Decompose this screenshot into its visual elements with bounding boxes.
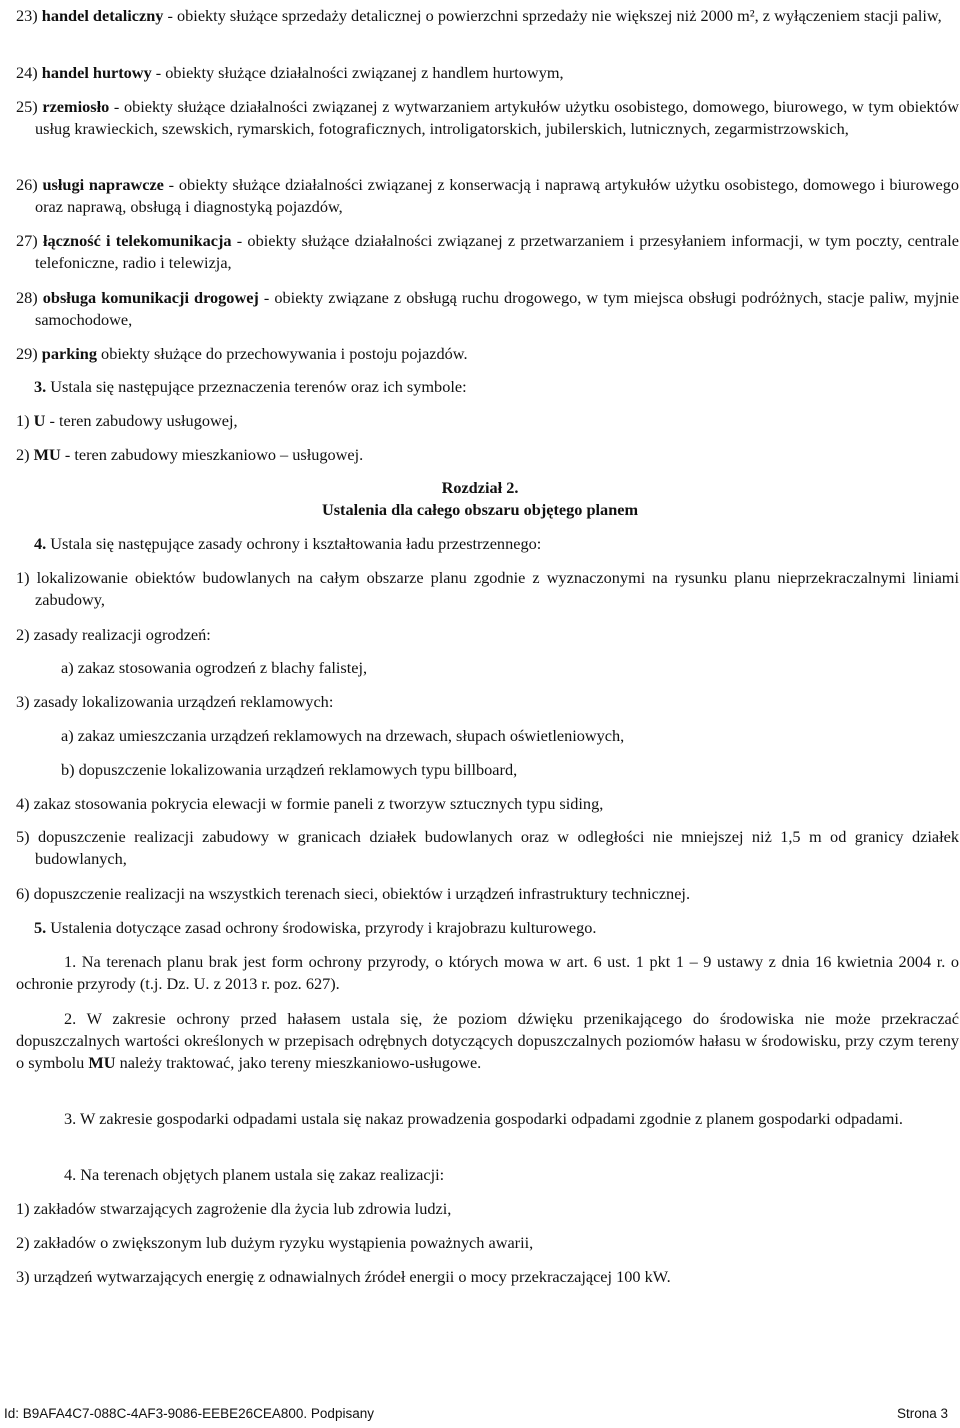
par4-item-3: 3) zasady lokalizowania urządzeń reklamowych:: [16, 692, 334, 711]
paragraph-3: 3. Ustala się następujące przeznaczenia terenów oraz ich symbole:: [34, 377, 467, 396]
paragraph-4: 4. Ustala się następujące zasady ochrony i kształtowania ładu przestrzennego:: [34, 534, 542, 553]
par4-item-3b: b) dopuszczenie lokalizowania urządzeń reklamowych typu billboard,: [61, 760, 518, 779]
par5-point-4: 4. Na terenach objętych planem ustala się zakaz realizacji:: [64, 1165, 445, 1184]
par5-point-4-item-1: 1) zakładów stwarzających zagrożenie dla życia lub zdrowia ludzi,: [16, 1199, 452, 1218]
list-item-23: 23) handel detaliczny - obiekty służące sprzedaży detalicznej o powierzchni sprzedaży nie większej niż 2000 m², z wyłączeniem stacji paliw,: [16, 6, 942, 25]
par4-item-2a: a) zakaz stosowania ogrodzeń z blachy falistej,: [61, 658, 368, 677]
list-item-29: 29) parking obiekty służące do przechowywania i postoju pojazdów.: [16, 344, 468, 363]
par5-point-4-item-3: 3) urządzeń wytwarzających energię z odnawialnych źródeł energii o mocy przekraczającej 100 kW.: [16, 1267, 671, 1286]
page-number: Strona 3: [896, 1406, 948, 1421]
par4-item-2: 2) zasady realizacji ogrodzeń:: [16, 625, 211, 644]
par5-point-3: 3. W zakresie gospodarki odpadami ustala się nakaz prowadzenia gospodarki odpadami zgodnie z planem gospodarki odpadami.: [64, 1109, 903, 1128]
par4-item-6: 6) dopuszczenie realizacji na wszystkich terenach sieci, obiektów i urządzeń infrastruktury technicznej.: [16, 884, 691, 903]
list-item-27: 27) łączność i telekomunikacja - obiekty służące działalności związanej z przetwarzaniem i przesyłaniem informacji, w tym poczty, centrale telefoniczne, radio i telewizja,: [16, 231, 960, 272]
paragraph-5: 5. Ustalenia dotyczące zasad ochrony środowiska, przyrody i krajobrazu kulturowego.: [34, 918, 597, 937]
chapter-subtitle: Ustalenia dla całego obszaru objętego planem: [321, 500, 639, 519]
par4-item-1: 1) lokalizowanie obiektów budowlanych na całym obszarze planu zgodnie z wyznaczonymi na rysunku planu nieprzekraczalnymi liniami zabudowy,: [16, 568, 959, 609]
chapter-title: Rozdział 2.: [441, 478, 519, 497]
par5-point-4-item-2: 2) zakładów o zwiększonym lub dużym ryzyku wystąpienia poważnych awarii,: [16, 1233, 534, 1252]
list-item-26: 26) usługi naprawcze - obiekty służące działalności związanej z konserwacją i naprawą artykułów użytku osobistego, domowego i biurowego oraz naprawą, obsługą i diagnostyką pojazdów,: [16, 175, 960, 216]
par4-item-4: 4) zakaz stosowania pokrycia elewacji w formie paneli z tworzyw sztucznych typu siding,: [16, 794, 604, 813]
par4-item-5: 5) dopuszczenie realizacji zabudowy w granicach działek budowlanych oraz w odległości nie mniejszej niż 1,5 m od granicy działek budowlanych,: [16, 827, 959, 868]
symbol-item-1: 1) U - teren zabudowy usługowej,: [16, 411, 238, 430]
par5-point-2: 2. W zakresie ochrony przed hałasem ustala się, że poziom dźwięku przenikającego do środowiska nie może przekraczać dopuszczalnych wartości określonych w przepisach odrębnych dotyczących dopuszczalnych poziomów hałasu w środowisku, przy czym tereny o symbolu MU należy traktować, jako tereny mieszkaniowo-usługowe.: [16, 1009, 959, 1072]
document-id: Id: B9AFA4C7-088C-4AF3-9086-EEBE26CEA800. Podpisany: [4, 1406, 374, 1421]
list-item-28: 28) obsługa komunikacji drogowej - obiekty związane z obsługą ruchu drogowego, w tym miejsca obsługi podróżnych, stacje paliw, myjnie samochodowe,: [16, 288, 959, 329]
symbol-item-2: 2) MU - teren zabudowy mieszkaniowo – usługowej.: [16, 445, 364, 464]
list-item-25: 25) rzemiosło - obiekty służące działalności związanej z wytwarzaniem artykułów użytku osobistego, domowego, biurowego, w tym obiektów usług krawieckich, szewskich, rymarskich, fotograficznych, introligatorskich, jubilerskich, lutnicznych, zegarmistrzowskich,: [16, 97, 959, 138]
list-item-24: 24) handel hurtowy - obiekty służące działalności związanej z handlem hurtowym,: [16, 63, 564, 82]
par5-point-1: 1. Na terenach planu brak jest form ochrony przyrody, o których mowa w art. 6 ust. 1 pkt 1 – 9 ustawy z dnia 16 kwietnia 2004 r. o ochronie przyrody (t.j. Dz. U. z 2013 r. poz. 627).: [16, 952, 959, 993]
par4-item-3a: a) zakaz umieszczania urządzeń reklamowych na drzewach, słupach oświetleniowych,: [61, 726, 625, 745]
